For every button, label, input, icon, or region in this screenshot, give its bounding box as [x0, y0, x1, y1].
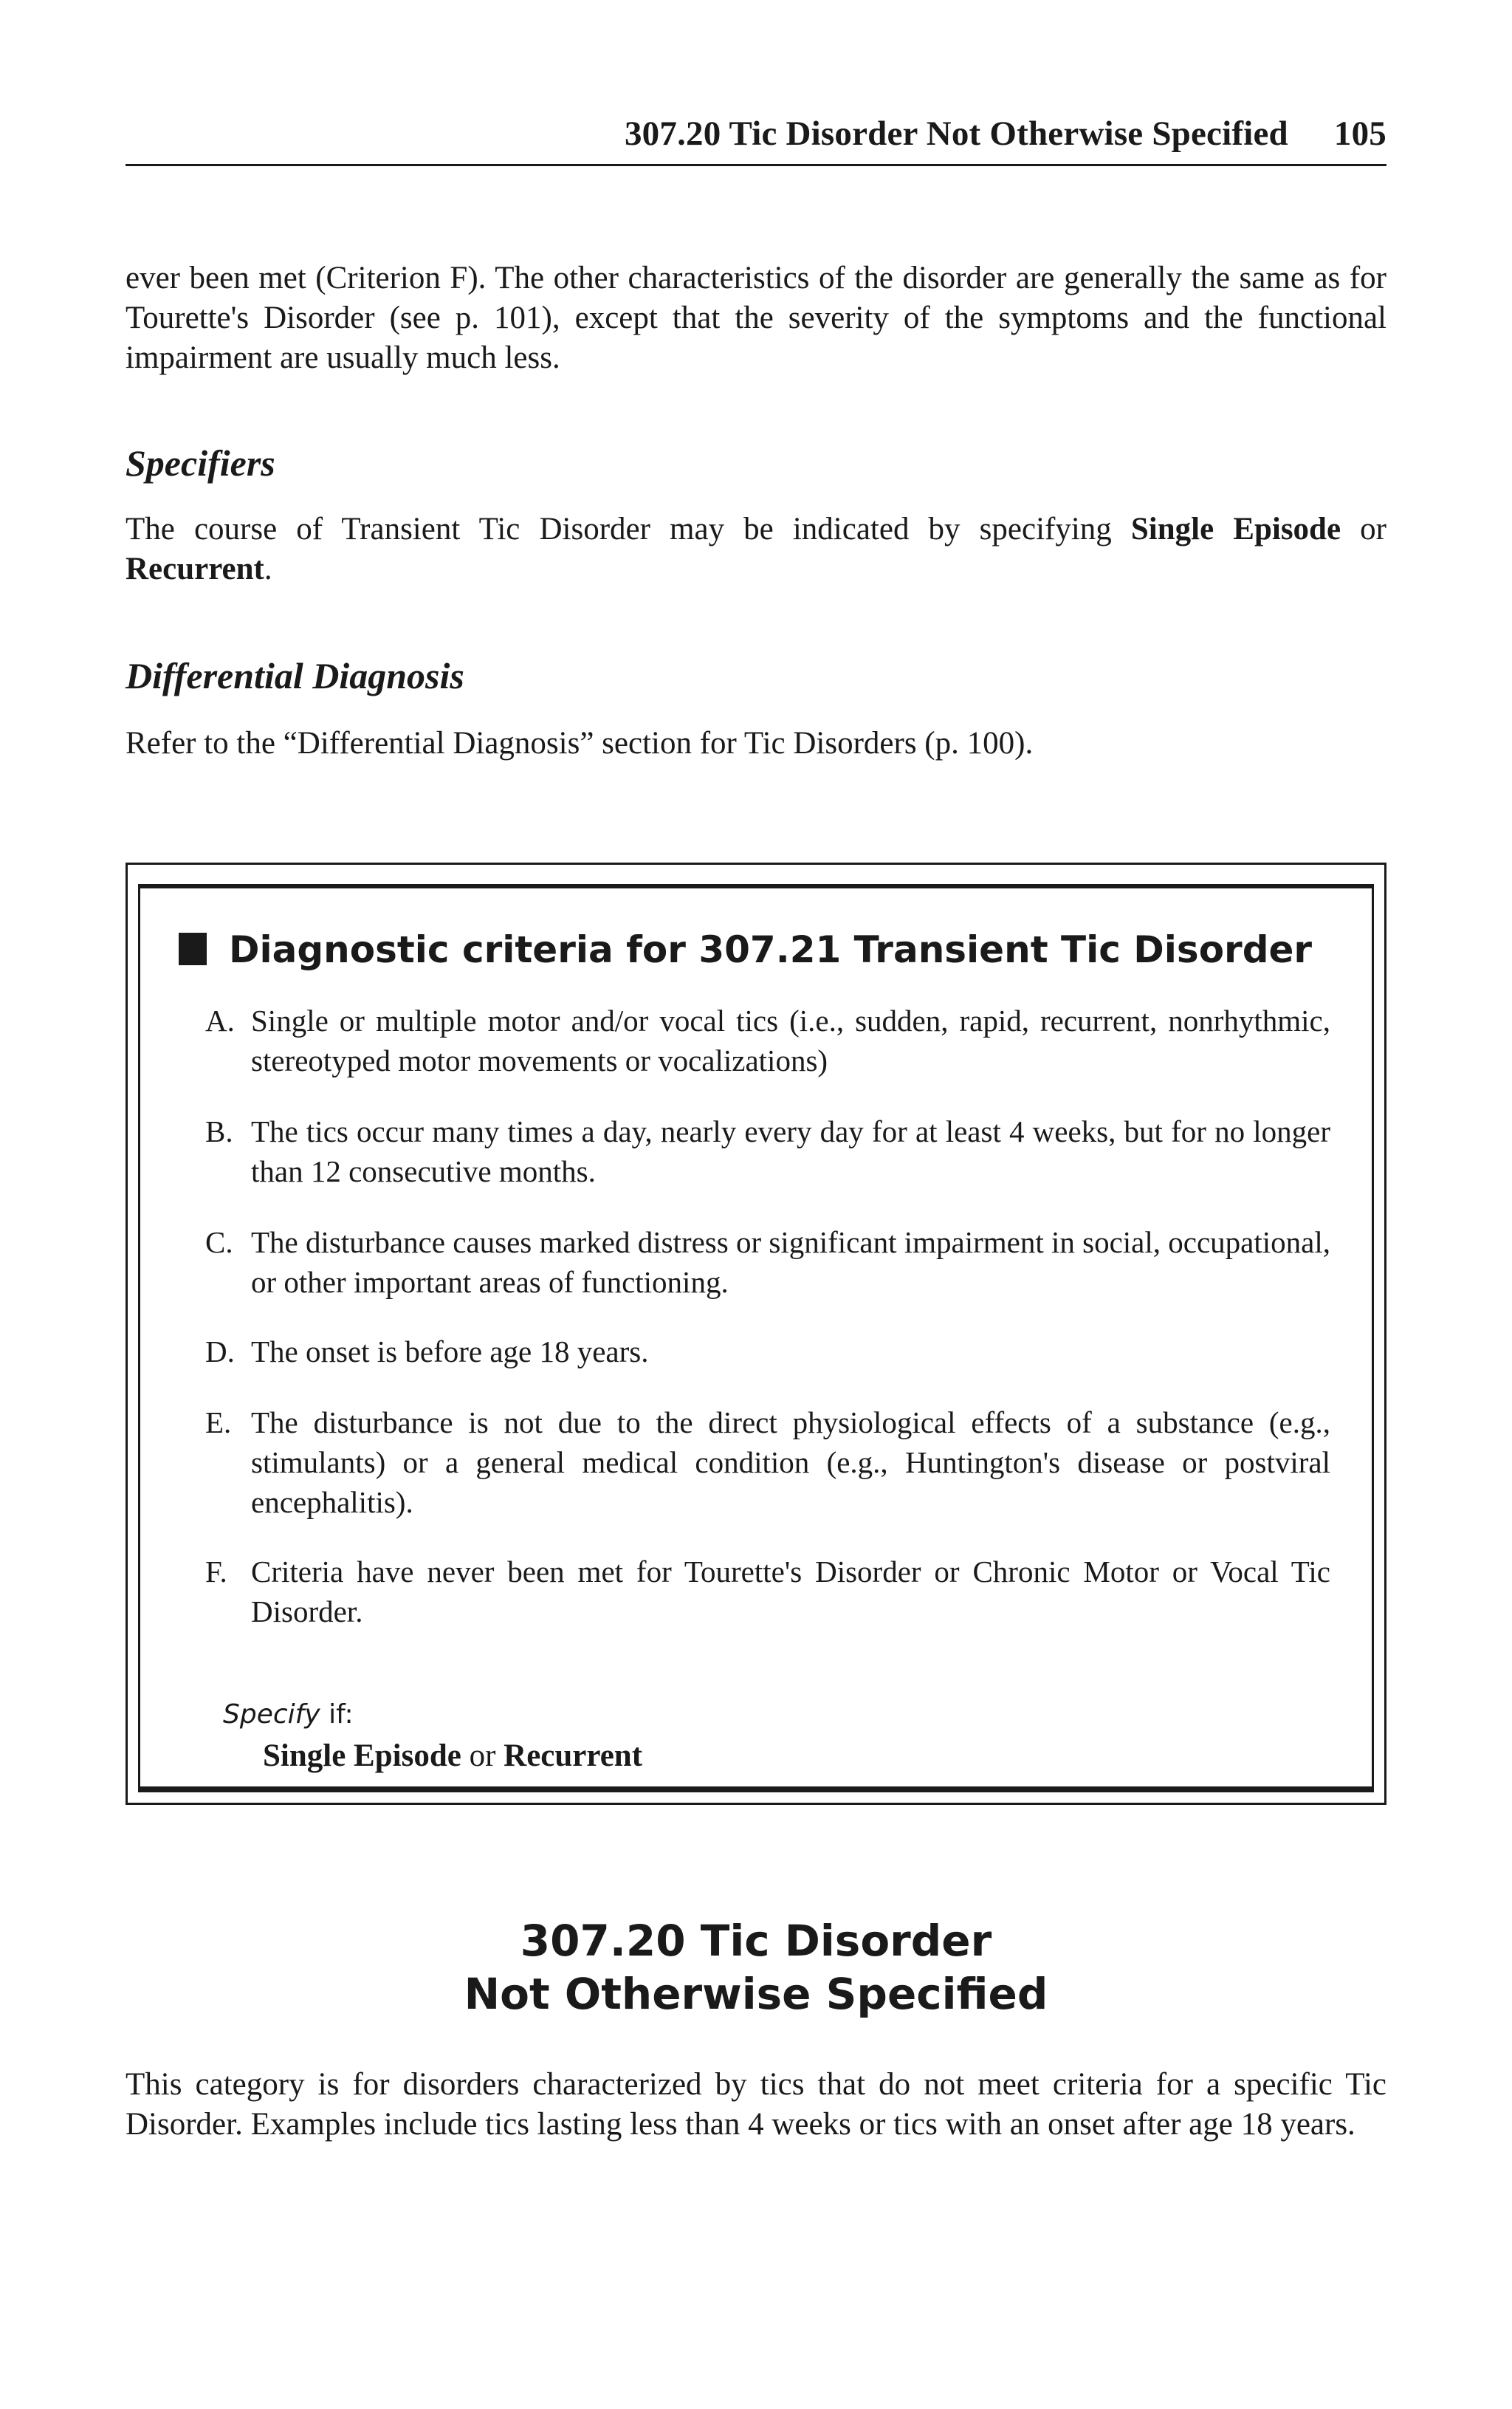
document-page: [126, 0, 1386, 2409]
intro-paragraph: ever been met (Criterion F). The other characteristics of the disorder are generally the same as for Tourette's Disorder (see p. 101), except that the severity of the symptoms and the functional impairment are usually much less.: [126, 261, 1386, 375]
option-recurrent: Recurrent: [504, 1738, 643, 1773]
criterion-label: F.: [205, 1555, 227, 1589]
criterion-label: C.: [205, 1225, 233, 1259]
running-header: [625, 114, 1386, 154]
criterion-a: [205, 1001, 1330, 1080]
criterion-text: The onset is before age 18 years.: [251, 1334, 649, 1368]
criterion-d: [205, 1332, 1330, 1371]
criterion-text: The disturbance causes marked distress or significant impairment in social, occupational, or other important areas of functioning.: [251, 1225, 1330, 1299]
specifiers-connector: or: [1341, 512, 1386, 546]
specifiers-period: .: [264, 552, 272, 586]
specify-suffix: if:: [320, 1699, 354, 1730]
criterion-text: Single or multiple motor and/or vocal tics (i.e., sudden, rapid, recurrent, nonrhythmic, stereotyped motor movements or vocalizations): [251, 1004, 1330, 1077]
specifiers-text: The course of Transient Tic Disorder may be indicated by specifying: [126, 512, 1131, 546]
section-title: [126, 1914, 1386, 2021]
criterion-e: [205, 1402, 1330, 1522]
differential-paragraph: Refer to the “Differential Diagnosis” section for Tic Disorders (p. 100).: [126, 726, 1034, 761]
criteria-title: [179, 928, 1312, 971]
specify-label: [223, 1699, 354, 1730]
page-number: 105: [1333, 114, 1386, 153]
option-connector: or: [461, 1738, 504, 1773]
option-single-episode: Single Episode: [263, 1738, 461, 1773]
specifier-term-recurrent: Recurrent: [126, 552, 264, 586]
specifiers-heading: Specifiers: [126, 442, 275, 484]
criterion-label: D.: [205, 1334, 235, 1368]
square-bullet-icon: [179, 933, 207, 965]
criterion-label: A.: [205, 1004, 235, 1038]
criterion-f: [205, 1552, 1330, 1631]
criterion-text: Criteria have never been met for Tourette's Disorder or Chronic Motor or Vocal Tic Disorder.: [251, 1555, 1330, 1628]
section-title-line2: Not Otherwise Specified: [464, 1969, 1048, 2019]
criterion-label: E.: [205, 1405, 232, 1439]
criterion-text: The tics occur many times a day, nearly every day for at least 4 weeks, but for no longer than 12 consecutive months.: [251, 1114, 1330, 1188]
specify-word: Specify: [223, 1699, 320, 1730]
specifier-term-single-episode: Single Episode: [1130, 512, 1341, 546]
specifiers-paragraph: [126, 510, 1386, 589]
criterion-b: [205, 1111, 1330, 1191]
section-paragraph: This category is for disorders characterized by tics that do not meet criteria for a specific Tic Disorder. Examples include tics lasting less than 4 weeks or tics with an onset after age 18 years.: [126, 2067, 1386, 2142]
header-rule: [126, 164, 1386, 166]
criterion-label: B.: [205, 1114, 233, 1148]
specify-options: [263, 1738, 642, 1774]
running-title: 307.20 Tic Disorder Not Otherwise Specified: [624, 114, 1288, 153]
differential-heading: Differential Diagnosis: [126, 655, 464, 696]
criteria-title-text: Diagnostic criteria for 307.21 Transient Tic Disorder: [229, 928, 1313, 971]
criteria-box-inner: [138, 884, 1374, 1792]
section-title-line1: 307.20 Tic Disorder: [520, 1916, 992, 1966]
criterion-text: The disturbance is not due to the direct physiological effects of a substance (e.g., stimulants) or a general medical condition (e.g., Huntington's disease or postviral encephalitis).: [251, 1405, 1330, 1519]
criterion-c: [205, 1222, 1330, 1302]
criteria-box: [126, 863, 1386, 1805]
